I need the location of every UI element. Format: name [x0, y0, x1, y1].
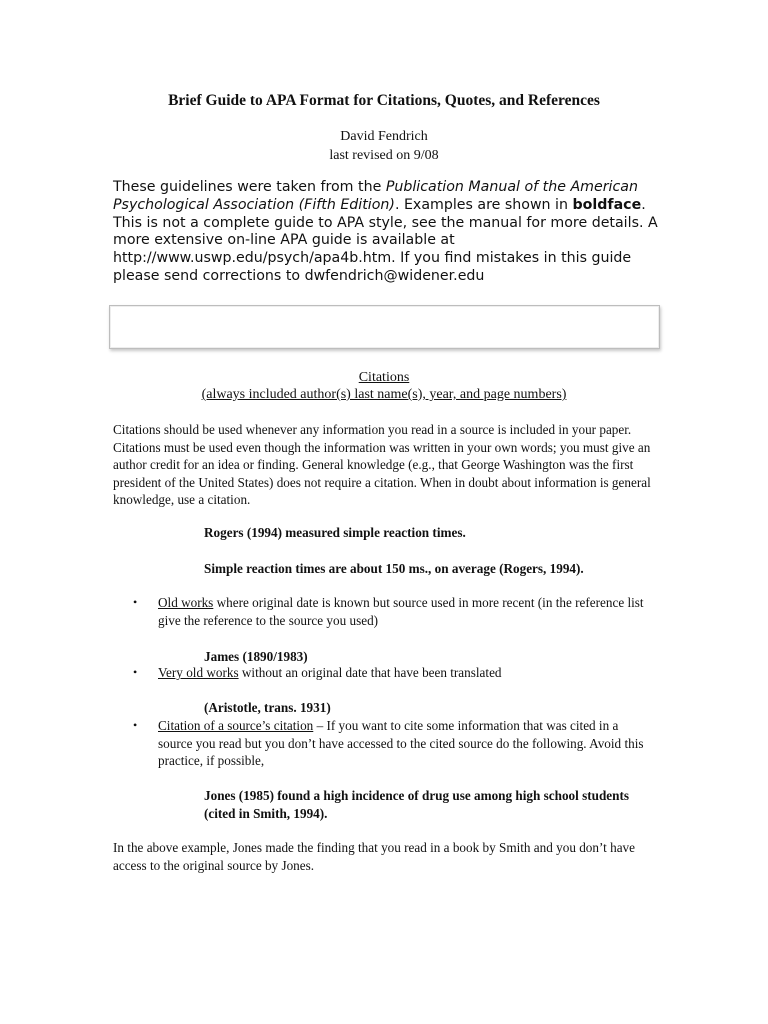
example-rogers-1: Rogers (1994) measured simple reaction times. — [204, 525, 466, 540]
citations-subheading: (always included author(s) last name(s), year, and page numbers) — [201, 387, 567, 402]
bullet-term: Very old works — [158, 665, 239, 680]
citations-paragraph: Citations should be used whenever any information you read in a source is included in your paper. Citations must be used even though the information was written in your own words; you must give an author credit for an idea or finding. General knowledge (e.g., that George Washington was the first president of the United States) does not require a citation. When in doubt about information is general knowledge, use a citation. — [113, 422, 651, 508]
bullet-term: Old works — [158, 595, 214, 610]
bullet-text: where original date is known but source used in more recent (in the reference list give the reference to the source you used) — [158, 595, 644, 628]
bullet-glyph: • — [133, 595, 138, 609]
document-title: Brief Guide to APA Format for Citations, Quotes, and References — [168, 92, 600, 109]
bullet-text: without an original date that have been translated — [238, 665, 502, 680]
example-aristotle: (Aristotle, trans. 1931) — [204, 700, 331, 715]
example-rogers-2: Simple reaction times are about 150 ms., on average (Rogers, 1994). — [204, 561, 584, 576]
intro-paragraph — [113, 179, 658, 286]
bullet-term: Citation of a source’s citation — [158, 718, 314, 733]
bullet-glyph: • — [133, 718, 138, 732]
example-jones: Jones (1985) found a high incidence of drug use among high school students (cited in Smith, 1994). — [204, 788, 630, 821]
empty-frame-box — [109, 305, 660, 349]
citations-heading-block — [0, 369, 768, 403]
author-name: David Fendrich — [340, 129, 428, 144]
author-block — [0, 127, 768, 165]
revision-date: last revised on 9/08 — [329, 148, 439, 163]
boldface-word: boldface — [572, 196, 642, 213]
bullet-text: – If you want to cite some information that was cited in a source you read but you don’t have accessed to the cited source do the following. Avoid this practice, if possible, — [158, 718, 644, 769]
citations-heading: Citations — [358, 370, 410, 385]
example-james: James (1890/1983) — [204, 649, 308, 664]
closing-paragraph: In the above example, Jones made the finding that you read in a book by Smith and you don’t have access to the original source by Jones. — [113, 840, 636, 873]
manual-title: Publication Manual of the American Psychological Association (Fifth Edition) — [113, 179, 638, 213]
intro-text-1: These guidelines were taken from the — [113, 179, 386, 195]
intro-text-2: . Examples are shown in — [394, 196, 573, 213]
intro-text-3: . This is not a complete guide to APA style, see the manual for more details. A more extensive on-line APA guide is available at http://www.uswp.edu/psych/apa4b.htm. If you find mistakes in this guide please send corrections to dwfendrich@widener.edu — [113, 196, 658, 284]
bullet-glyph: • — [133, 665, 138, 679]
